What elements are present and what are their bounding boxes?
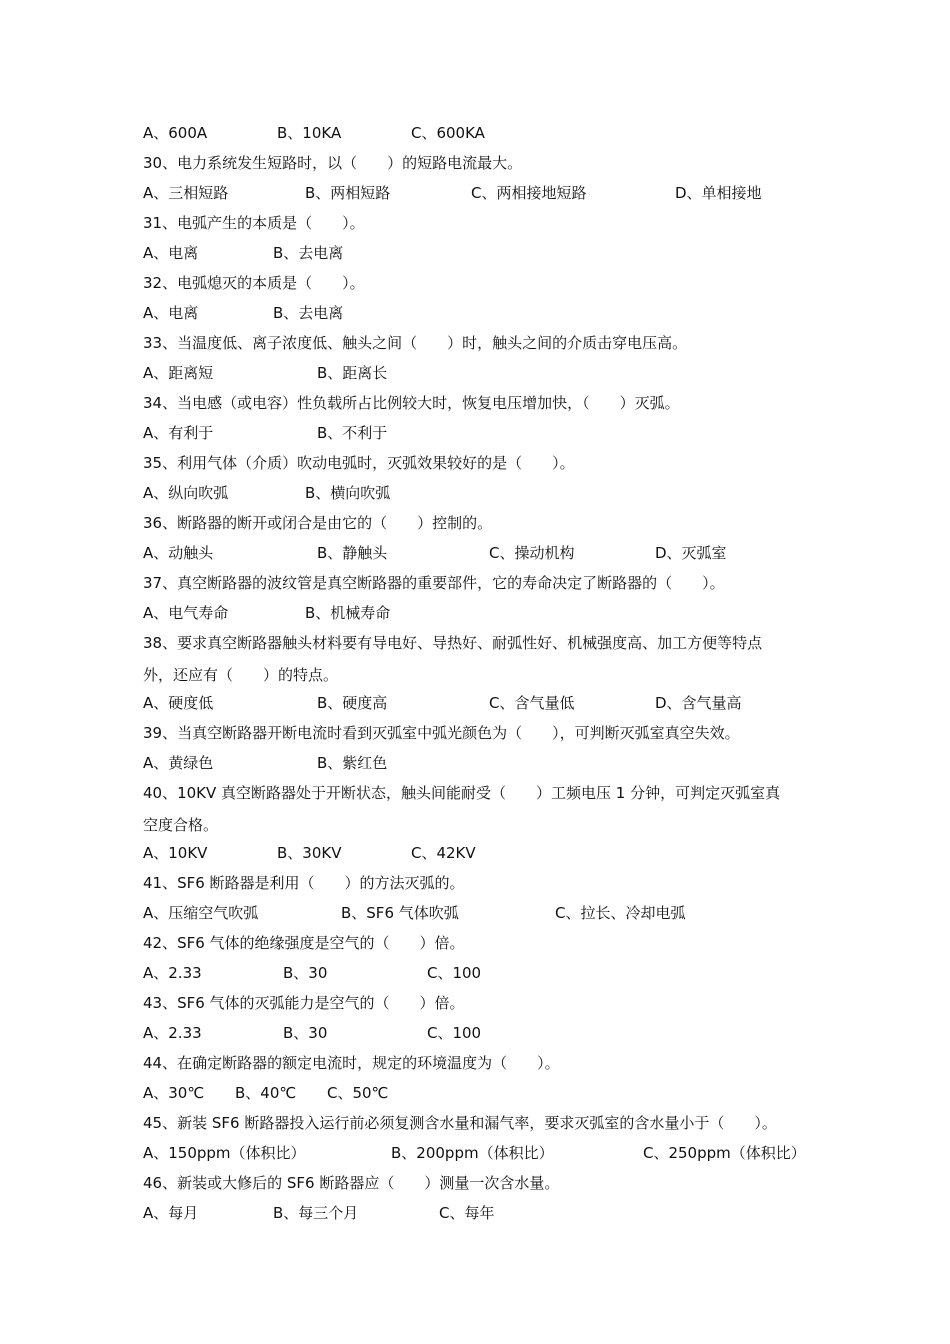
option-b: B、机械寿命	[305, 604, 391, 622]
question-line: 45、新装 SF6 断路器投入运行前必须复测含水量和漏气率，要求灭弧室的含水量小于（ ）。	[143, 1114, 777, 1132]
option-c: C、50℃	[327, 1084, 389, 1102]
option-a: A、10KV	[143, 844, 208, 862]
option-b: B、距离长	[317, 364, 388, 382]
option-b: B、不利于	[317, 424, 388, 442]
option-b: B、紫红色	[317, 754, 388, 772]
question-line: 外，还应有（ ）的特点。	[143, 666, 339, 684]
option-c: C、250ppm（体积比）	[643, 1144, 806, 1162]
question-line: 41、SF6 断路器是利用（ ）的方法灭弧的。	[143, 874, 465, 892]
option-c: C、100	[427, 1024, 482, 1042]
question-line: 35、利用气体（介质）吹动电弧时，灭弧效果较好的是（ ）。	[143, 454, 575, 472]
option-a: A、600A	[143, 124, 208, 142]
option-a: A、压缩空气吹弧	[143, 904, 259, 922]
option-a: A、三相短路	[143, 184, 229, 202]
option-a: A、电气寿命	[143, 604, 229, 622]
option-c: C、含气量低	[489, 694, 575, 712]
option-c: C、每年	[439, 1204, 495, 1222]
question-line: 43、SF6 气体的灭弧能力是空气的（ ）倍。	[143, 994, 465, 1012]
option-c: C、两相接地短路	[471, 184, 587, 202]
option-b: B、200ppm（体积比）	[391, 1144, 554, 1162]
question-line: 空度合格。	[143, 816, 219, 834]
option-b: B、去电离	[273, 244, 344, 262]
option-b: B、30KV	[277, 844, 342, 862]
option-a: A、纵向吹弧	[143, 484, 229, 502]
option-b: B、40℃	[235, 1084, 297, 1102]
option-a: A、电离	[143, 244, 199, 262]
option-b: B、每三个月	[273, 1204, 359, 1222]
option-a: A、动触头	[143, 544, 214, 562]
question-line: 42、SF6 气体的绝缘强度是空气的（ ）倍。	[143, 934, 465, 952]
option-b: B、静触头	[317, 544, 388, 562]
option-b: B、30	[283, 964, 328, 982]
option-b: B、去电离	[273, 304, 344, 322]
option-b: B、硬度高	[317, 694, 388, 712]
question-line: 46、新装或大修后的 SF6 断路器应（ ）测量一次含水量。	[143, 1174, 560, 1192]
question-line: 38、要求真空断路器触头材料要有导电好、导热好、耐弧性好、机械强度高、加工方便等特点	[143, 634, 763, 652]
option-d: D、单相接地	[675, 184, 762, 202]
question-line: 44、在确定断路器的额定电流时，规定的环境温度为（ ）。	[143, 1054, 560, 1072]
option-a: A、150ppm（体积比）	[143, 1144, 306, 1162]
option-d: D、灭弧室	[655, 544, 727, 562]
option-a: A、黄绿色	[143, 754, 214, 772]
option-c: C、600KA	[411, 124, 485, 142]
question-line: 30、电力系统发生短路时，以（ ）的短路电流最大。	[143, 154, 523, 172]
option-b: B、两相短路	[305, 184, 391, 202]
option-b: B、10KA	[277, 124, 342, 142]
question-line: 36、断路器的断开或闭合是由它的（ ）控制的。	[143, 514, 493, 532]
option-a: A、30℃	[143, 1084, 205, 1102]
question-line: 40、10KV 真空断路器处于开断状态，触头间能耐受（ ）工频电压 1 分钟，可判定灭弧室真	[143, 784, 781, 802]
question-line: 34、当电感（或电容）性负载所占比例较大时，恢复电压增加快，（ ）灭弧。	[143, 394, 680, 412]
option-b: B、横向吹弧	[305, 484, 391, 502]
option-a: A、2.33	[143, 964, 202, 982]
option-a: A、有利于	[143, 424, 214, 442]
question-line: 39、当真空断路器开断电流时看到灭弧室中弧光颜色为（ ），可判断灭弧室真空失效。	[143, 724, 740, 742]
option-a: A、每月	[143, 1204, 199, 1222]
option-b: B、30	[283, 1024, 328, 1042]
option-a: A、距离短	[143, 364, 214, 382]
option-d: D、含气量高	[655, 694, 742, 712]
question-line: 31、电弧产生的本质是（ ）。	[143, 214, 365, 232]
option-c: C、操动机构	[489, 544, 575, 562]
question-line: 33、当温度低、离子浓度低、触头之间（ ）时，触头之间的介质击穿电压高。	[143, 334, 688, 352]
option-a: A、硬度低	[143, 694, 214, 712]
option-c: C、42KV	[411, 844, 476, 862]
option-c: C、100	[427, 964, 482, 982]
option-b: B、SF6 气体吹弧	[341, 904, 459, 922]
question-line: 32、电弧熄灭的本质是（ ）。	[143, 274, 365, 292]
option-a: A、电离	[143, 304, 199, 322]
option-a: A、2.33	[143, 1024, 202, 1042]
option-c: C、拉长、冷却电弧	[555, 904, 686, 922]
question-line: 37、真空断路器的波纹管是真空断路器的重要部件，它的寿命决定了断路器的（ ）。	[143, 574, 725, 592]
